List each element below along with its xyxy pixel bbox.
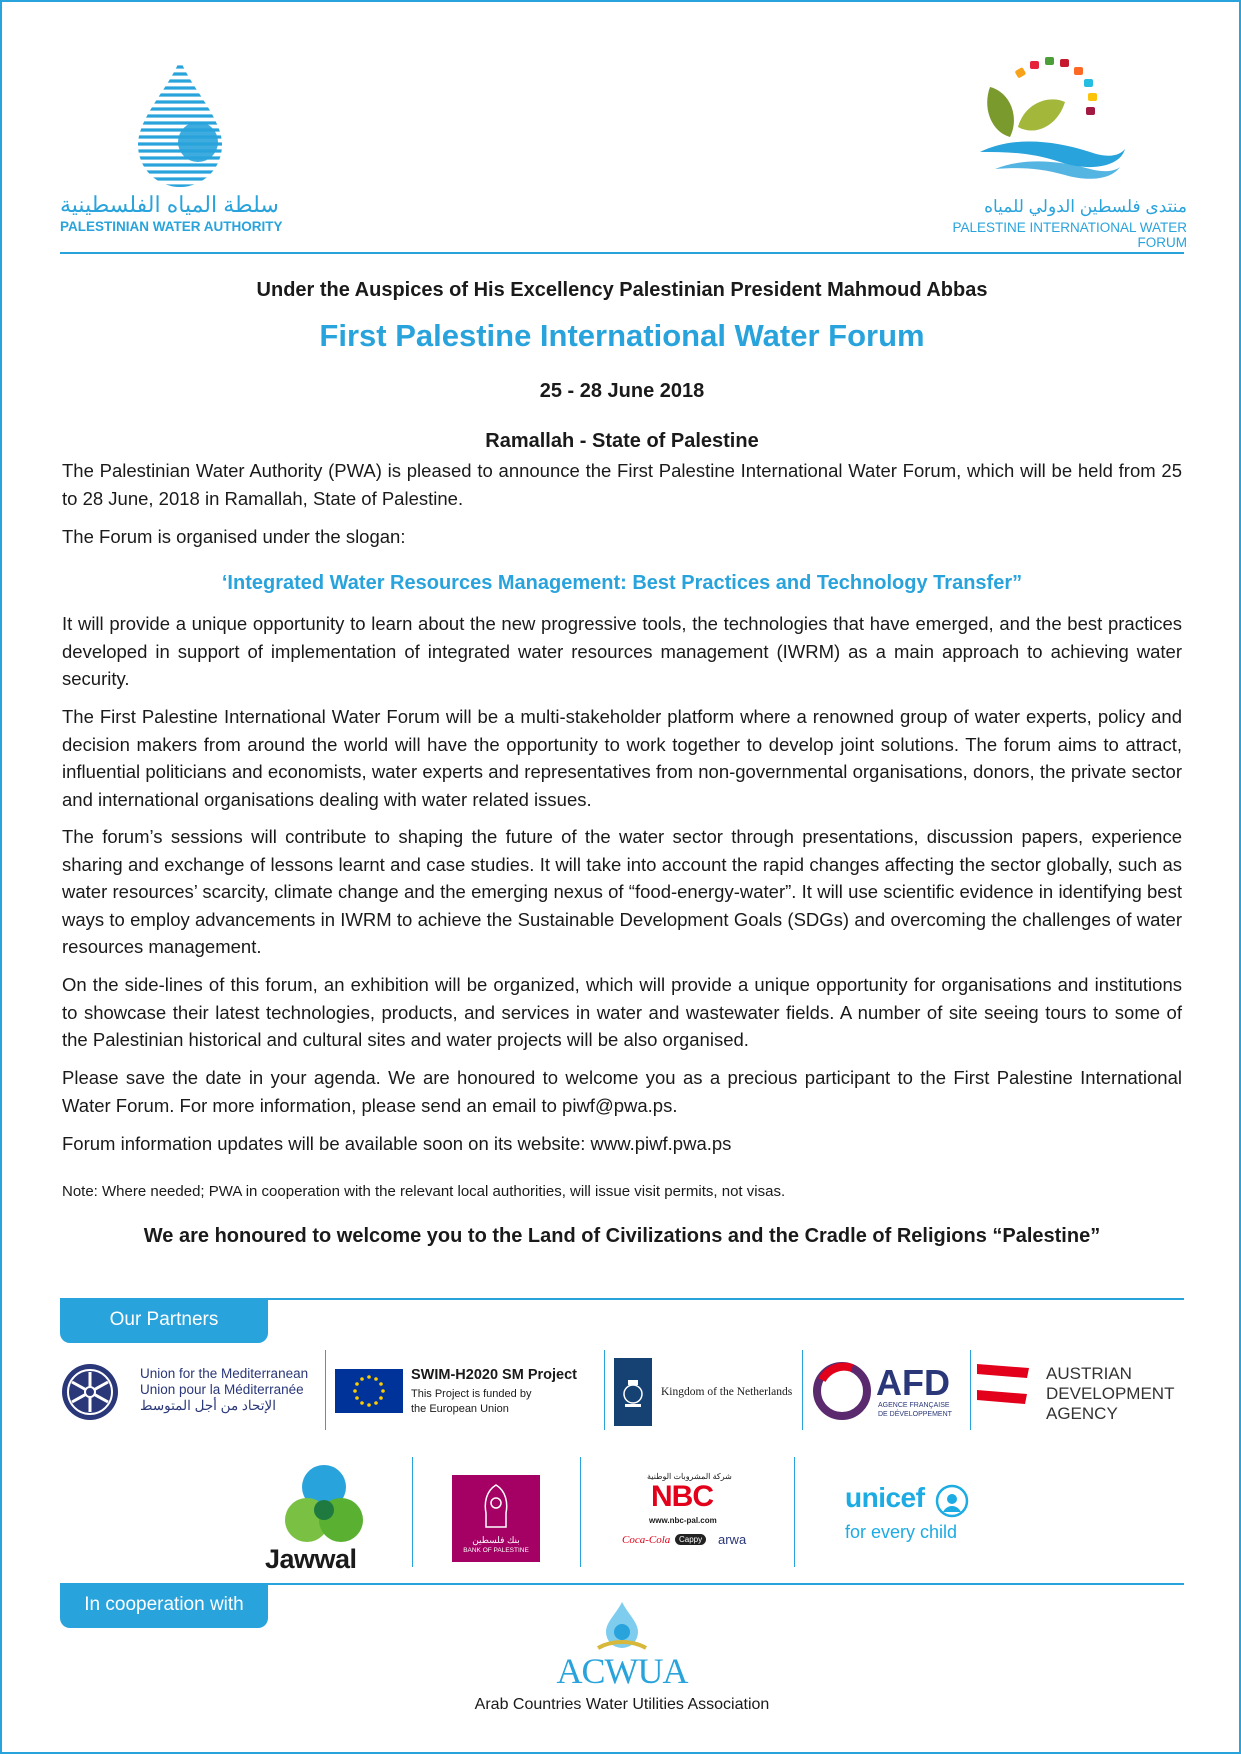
afd-line2: DE DÉVELOPPEMENT (878, 1411, 952, 1418)
partner-separator (794, 1457, 795, 1567)
afd-name: AFD (876, 1362, 950, 1403)
ufm-logo (60, 1362, 320, 1424)
austrian-line3: AGENCY (1046, 1404, 1118, 1423)
partner-separator (802, 1350, 803, 1430)
bop-arabic: بنك فلسطين (472, 1535, 520, 1545)
bank-of-palestine-logo (452, 1475, 540, 1562)
jawwal-leaf-icon (279, 1462, 369, 1552)
piwf-logo (902, 57, 1187, 250)
austrian-flag-icon (977, 1364, 1032, 1404)
event-location: Ramallah - State of Palestine (485, 430, 759, 452)
afd-ring-icon (812, 1360, 872, 1422)
partner-separator (412, 1457, 413, 1567)
partner-separator (970, 1350, 971, 1430)
intro-paragraph: The Palestinian Water Authority (PWA) is pleased to announce the First Palestine International Water Forum, which will be held from 25 to 28 June, 2018 in Ramallah, State of Palestine. (62, 460, 1182, 509)
forum-leaves-icon (970, 57, 1130, 182)
water-drop-icon (130, 57, 230, 187)
ufm-line3: الإتحاد من أجل المتوسط (140, 1398, 276, 1413)
jawwal-logo (257, 1462, 397, 1577)
unicef-tagline: for every child (845, 1522, 958, 1542)
partner-separator (604, 1350, 605, 1430)
swim-title: SWIM-H2020 SM Project (411, 1367, 577, 1383)
coca-cola-label: Coca-Cola (622, 1534, 671, 1546)
nbc-url: www.nbc-pal.com (649, 1516, 717, 1525)
acwua-full-name: Arab Countries Water Utilities Association (474, 1696, 770, 1713)
bop-english: BANK OF PALESTINE (463, 1547, 529, 1554)
afd-logo (812, 1360, 962, 1426)
cooperation-tag: In cooperation with (60, 1584, 268, 1628)
slogan-intro: The Forum is organised under the slogan: (62, 526, 406, 547)
visa-note: Note: Where needed; PWA in cooperation with the relevant local authorities, will issue visit permits, not visas. (62, 1183, 786, 1200)
header-divider (60, 252, 1184, 254)
unicef-logo (845, 1482, 985, 1552)
pwa-english-name: PALESTINIAN WATER AUTHORITY (60, 219, 283, 234)
partner-separator (580, 1457, 581, 1567)
swim-line1: This Project is funded by (411, 1388, 532, 1400)
unicef-globe-icon (935, 1484, 969, 1518)
pwa-arabic-name: سلطة المياه الفلسطينية (60, 192, 279, 217)
opportunity-paragraph: It will provide a unique opportunity to learn about the new progressive tools, the technologies that have emerged, and the best practices developed in support of implementation of integrated water resources management (IWRM) as a main approach to achieving water security. (62, 613, 1182, 689)
austrian-logo (977, 1362, 1187, 1428)
event-dates: 25 - 28 June 2018 (539, 380, 705, 402)
netherlands-crest-icon (614, 1358, 652, 1426)
piwf-english-name: PALESTINE INTERNATIONAL WATER FORUM (952, 220, 1187, 250)
jawwal-name: Jawwal (265, 1544, 357, 1574)
netherlands-logo (614, 1358, 794, 1426)
save-date-paragraph: Please save the date in your agenda. We are honoured to welcome you as a precious participant to the First Palestine International Water Forum. For more information, please send an email to piwf@pwa.ps. (62, 1067, 1182, 1116)
piwf-arabic-name: منتدى فلسطين الدولي للمياه (984, 197, 1187, 216)
ufm-emblem-icon (60, 1362, 120, 1422)
austrian-line1: AUSTRIAN (1046, 1364, 1132, 1383)
nbc-arabic: شركة المشروبات الوطنية (647, 1472, 732, 1481)
ufm-line1: Union for the Mediterranean (140, 1366, 309, 1381)
partner-separator (325, 1350, 326, 1430)
auspices-line: Under the Auspices of His Excellency Palestinian President Mahmoud Abbas (256, 279, 988, 301)
austrian-line2: DEVELOPMENT (1046, 1384, 1175, 1403)
ufm-line2: Union pour la Méditerranée (140, 1382, 304, 1397)
pwa-logo (60, 57, 300, 237)
welcome-line: We are honoured to welcome you to the Land of Civilizations and the Cradle of Religions “Palestine” (143, 1225, 1101, 1247)
slogan: ‘Integrated Water Resources Management: Best Practices and Technology Transfer” (221, 572, 1023, 594)
nbc-logo (617, 1472, 757, 1564)
page-title: First Palestine International Water Forum (319, 318, 925, 353)
afd-line1: AGENCE FRANÇAISE (878, 1402, 950, 1409)
swim-line2: the European Union (411, 1403, 509, 1415)
nbc-name: NBC (651, 1480, 713, 1513)
arwa-label: arwa (718, 1532, 747, 1547)
bop-emblem-icon (481, 1483, 511, 1531)
acwua-drop-icon (592, 1600, 652, 1655)
partners-tag: Our Partners (60, 1299, 268, 1343)
acwua-logo (452, 1600, 792, 1720)
acwua-name: ACWUA (556, 1651, 688, 1691)
cappy-label: Cappy (675, 1534, 706, 1545)
exhibition-paragraph: On the side-lines of this forum, an exhibition will be organized, which will provide a unique opportunity for organisations and institutions to showcase their latest technologies, products, and services in water and wastewater fields. A number of site seeing tours to some of the Palestinian historical and cultural sites and water projects will be also organised. (62, 974, 1182, 1050)
sessions-paragraph: The forum’s sessions will contribute to shaping the future of the water sector through presentations, discussion papers, experience sharing and exchange of lessons learnt and case studies. It will take into account the rapid changes affecting the sector globally, such as water resources’ scarcity, climate change and the emerging nexus of “food-energy-water”. It will use scientific evidence in identifying best ways to employ advancements in IWRM to achieve the Sustainable Development Goals (SDGs) and overcoming the challenges of water resources management. (62, 826, 1182, 957)
unicef-name: unicef (845, 1482, 925, 1513)
swim-logo (335, 1367, 600, 1427)
website-paragraph: Forum information updates will be available soon on its website: www.piwf.pwa.ps (62, 1133, 732, 1154)
netherlands-name: Kingdom of the Netherlands (661, 1386, 793, 1398)
eu-flag-icon (335, 1369, 403, 1413)
platform-paragraph: The First Palestine International Water Forum will be a multi-stakeholder platform where a renowned group of water experts, policy and decision makers from around the world will have the opportunity to work together to develop joint solutions. The forum aims to attract, influential politicians and economists, water experts and representatives from non-governmental organisations, donors, the private sector and international organisations dealing with water related issues. (62, 706, 1182, 810)
